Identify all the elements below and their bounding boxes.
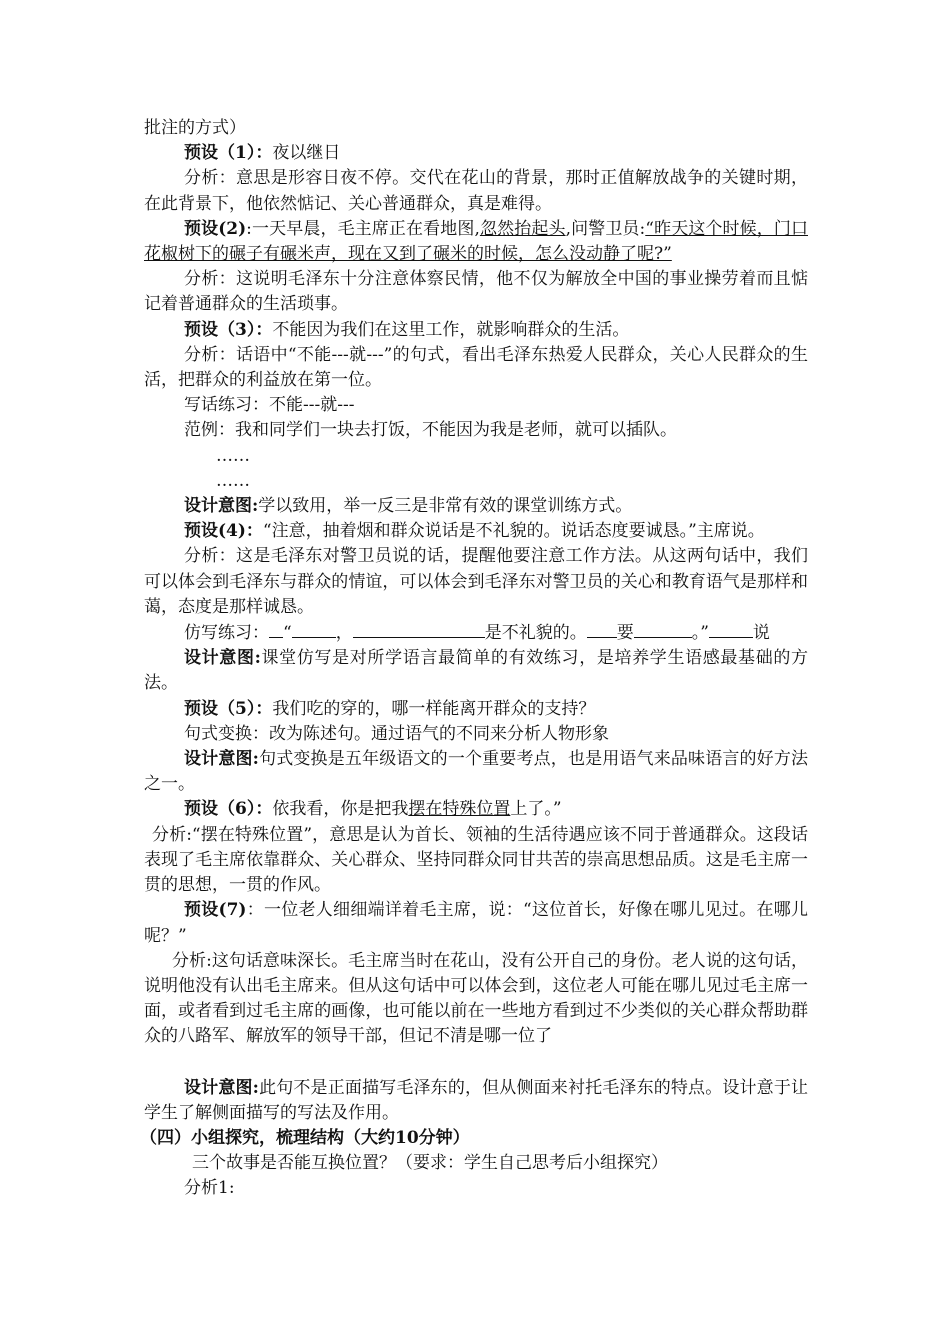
fill-blank[interactable] bbox=[353, 620, 485, 638]
underlined-quote: “昨天这个时候，门口花椒树下的碾子有碾米声，现在又到了碾米的时候，怎么没动静了呢?” bbox=[144, 218, 808, 265]
design-label: 设计意图: bbox=[184, 749, 259, 770]
analysis-7: 分析:这句话意味深长。毛主席当时在花山，没有公开自己的身份。老人说的这句话，说明他没有认出毛主席来。但从这句话中可以体会到，这位老人可能在哪儿见过毛主席一面，或者看到过毛主席的画像，也可能以前在一些地方看到过不少类似的关心群众帮助群众的八路军、解放军的领导干部，但记不清是哪一位了 bbox=[144, 950, 808, 1047]
ellipsis: …… bbox=[216, 470, 250, 491]
analysis-1: 分析：意思是形容日夜不停。交代在花山的背景，那时正值解放战争的关键时期，在此背景下，他依然惦记、关心普通群众，真是难得。 bbox=[144, 168, 808, 214]
analysis-6: 分析:“摆在特殊位置”，意思是认为首长、领袖的生活待遇应该不同于普通群众。这段话表现了毛主席依靠群众、关心群众、坚持同群众同甘共苦的崇高思想品质。这是毛主席一贯的思想，一贯的作风。 bbox=[144, 824, 808, 896]
analysis-3: 分析：话语中“不能---就---”的句式，看出毛泽东热爱人民群众，关心人民群众的生活，把群众的利益放在第一位。 bbox=[144, 344, 808, 391]
design-label: 设计意图: bbox=[184, 648, 261, 669]
preset-6: 预设（6）：依我看，你是把我摆在特殊位置上了。” bbox=[184, 799, 562, 820]
underlined-phrase: 忽然抬起头 bbox=[479, 218, 566, 239]
design-intent-4: 设计意图:此句不是正面描写毛泽东的，但从侧面来衬托毛泽东的特点。设计意于让学生了解侧面描写的写法及作用。 bbox=[144, 1077, 809, 1123]
fill-blank[interactable] bbox=[634, 620, 692, 638]
design-intent-1: 设计意图:学以致用，举一反三是非常有效的课堂训练方式。 bbox=[184, 496, 633, 517]
document-body bbox=[140, 116, 809, 1202]
fill-blank[interactable] bbox=[292, 620, 336, 638]
analysis-4: 分析：这是毛泽东对警卫员说的话，提醒他要注意工作方法。从这两句话中，我们可以体会到毛泽东与群众的情谊，可以体会到毛泽东对警卫员的关心和教育语气是那样和蔼，态度是那样诚恳。 bbox=[144, 546, 808, 617]
design-intent-3: 设计意图:句式变换是五年级语文的一个重要考点，也是用语气来品味语言的好方法之一。 bbox=[144, 749, 809, 795]
preset-3: 预设（3）：不能因为我们在这里工作，就影响群众的生活。 bbox=[184, 319, 630, 340]
preset-1: 预设（1）：夜以继日 bbox=[184, 143, 341, 164]
example: 范例：我和同学们一块去打饭，不能因为我是老师，就可以插队。 bbox=[184, 420, 677, 441]
preset-4: 预设(4)：“注意，抽着烟和群众说话是不礼貌的。说话态度要诚恳。”主席说。 bbox=[184, 521, 765, 542]
blank-line bbox=[144, 1050, 808, 1076]
design-intent-2: 设计意图:课堂仿写是对所学语言最简单的有效练习，是培养学生语感最基础的方法。 bbox=[144, 648, 808, 694]
fill-blank[interactable] bbox=[587, 620, 617, 638]
writing-practice: 写话练习：不能---就--- bbox=[184, 395, 355, 416]
sentence-transform: 句式变换：改为陈述句。通过语气的不同来分析人物形象 bbox=[184, 723, 609, 744]
preset-label: 预设(7) bbox=[184, 900, 247, 921]
design-label: 设计意图: bbox=[184, 496, 259, 517]
analysis-start: 分析1: bbox=[184, 1178, 235, 1199]
question: 三个故事是否能互换位置？（要求：学生自己思考后小组探究） bbox=[192, 1153, 668, 1174]
preset-label: 预设（1）： bbox=[184, 143, 273, 164]
preset-label: 预设(2) bbox=[184, 218, 247, 239]
paragraph: 批注的方式） bbox=[144, 118, 246, 138]
underlined-phrase: 摆在特殊位置 bbox=[408, 799, 511, 820]
imitation-practice: 仿写练习： “ ， 是不礼貌的。 要 。” 说 bbox=[144, 620, 808, 646]
preset-label: 预设（3）： bbox=[184, 319, 273, 340]
analysis-2: 分析：这说明毛泽东十分注意体察民情，他不仅为解放全中国的事业操劳着而且惦记着普通群众的生活琐事。 bbox=[144, 269, 808, 315]
preset-label: 预设(4)： bbox=[184, 521, 263, 542]
section-heading: （四）小组探究，梳理结构（大约10分钟） bbox=[140, 1127, 470, 1148]
design-label: 设计意图: bbox=[184, 1077, 259, 1098]
fill-blank[interactable] bbox=[709, 620, 753, 638]
preset-label: 预设（6）： bbox=[184, 799, 273, 820]
preset-label: 预设（5）： bbox=[184, 698, 273, 719]
preset-7: 预设(7)：一位老人细细端详着毛主席，说：“这位首长，好像在哪儿见过。在哪儿呢？” bbox=[144, 900, 808, 946]
preset-2: 预设(2):一天早晨，毛主席正在看地图,忽然抬起头,问警卫员:“昨天这个时候，门口花椒树下的碾子有碾米声，现在又到了碾米的时候，怎么没动静了呢?” bbox=[144, 218, 808, 265]
preset-5: 预设（5）：我们吃的穿的，哪一样能离开群众的支持？ bbox=[184, 698, 596, 719]
ellipsis: …… bbox=[216, 445, 250, 466]
fill-blank[interactable] bbox=[269, 620, 283, 638]
